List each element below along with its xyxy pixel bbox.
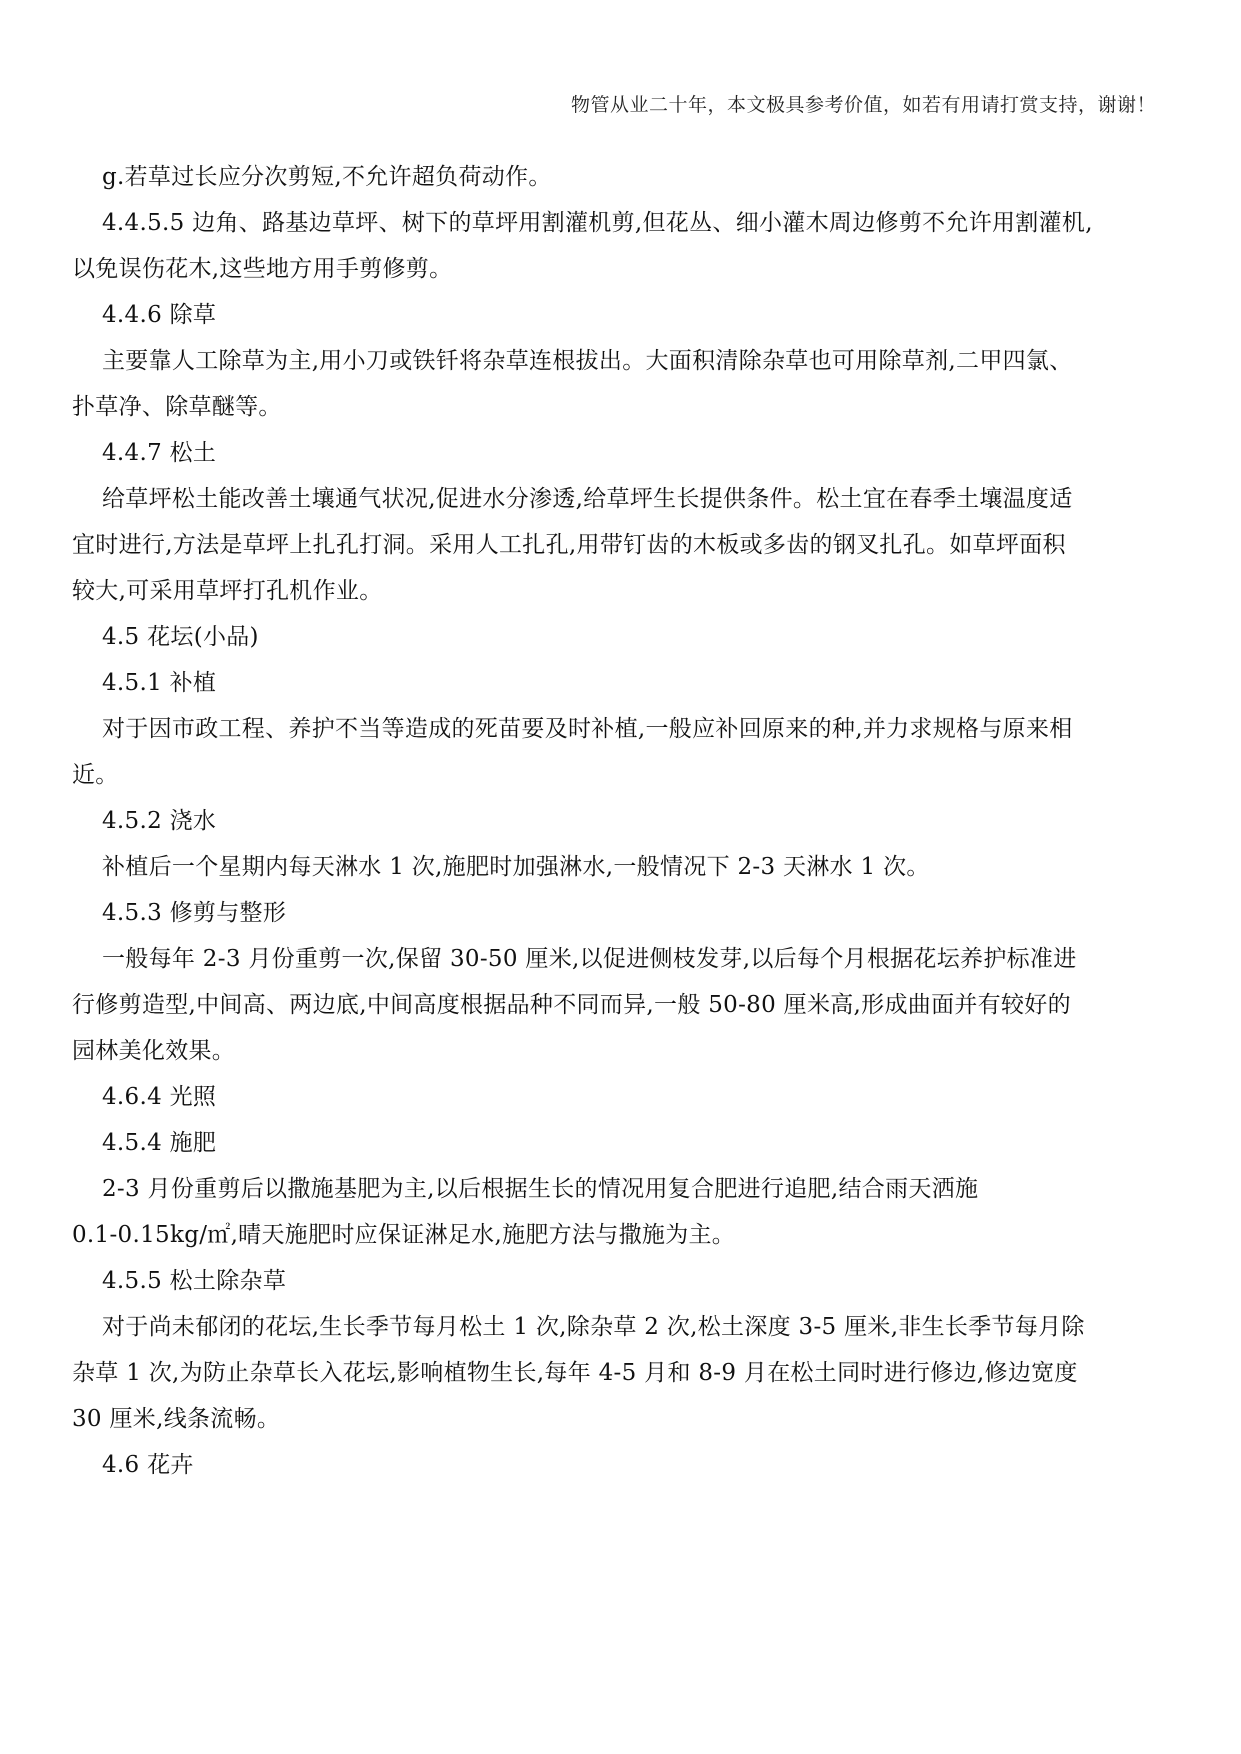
section-heading: 4.5.1 补植: [102, 670, 217, 696]
section-heading: 4.4.6 除草: [102, 302, 217, 328]
section-heading: 4.5.2 浇水: [102, 808, 217, 834]
document-body: [72, 154, 1172, 1488]
text-line: 主要靠人工除草为主,用小刀或铁钎将杂草连根拔出。大面积清除杂草也可用除草剂,二甲四氯、: [102, 348, 1073, 374]
section-heading: 4.6 花卉: [102, 1452, 194, 1478]
text-line: 扑草净、除草醚等。: [72, 394, 282, 420]
section-heading: 4.5.3 修剪与整形: [102, 900, 287, 926]
text-line: 对于因市政工程、养护不当等造成的死苗要及时补植,一般应补回原来的种,并力求规格与原来相: [102, 716, 1073, 742]
text-line: 4.4.5.5 边角、路基边草坪、树下的草坪用割灌机剪,但花丛、细小灌木周边修剪不允许用割灌机,: [102, 210, 1093, 236]
text-line: 近。: [72, 762, 119, 788]
section-heading: 4.5 花坛(小品): [102, 624, 259, 650]
text-line: g.若草过长应分次剪短,不允许超负荷动作。: [102, 164, 552, 190]
text-line: 行修剪造型,中间高、两边底,中间高度根据品种不同而异,一般 50-80 厘米高,形成曲面并有较好的: [72, 992, 1071, 1018]
header-note: 物管从业二十年，本文极具参考价值，如若有用请打赏支持，谢谢！: [570, 94, 1156, 116]
text-line: 园林美化效果。: [72, 1038, 236, 1064]
text-line: 一般每年 2-3 月份重剪一次,保留 30-50 厘米,以促进侧枝发芽,以后每个月根据花坛养护标准进: [102, 946, 1077, 972]
text-line: 0.1-0.15kg/㎡,晴天施肥时应保证淋足水,施肥方法与撒施为主。: [72, 1222, 736, 1248]
text-line: 对于尚未郁闭的花坛,生长季节每月松土 1 次,除杂草 2 次,松土深度 3-5 厘米,非生长季节每月除: [102, 1314, 1085, 1340]
text-line: 2-3 月份重剪后以撒施基肥为主,以后根据生长的情况用复合肥进行追肥,结合雨天洒施: [102, 1176, 979, 1202]
section-heading: 4.6.4 光照: [102, 1084, 217, 1110]
text-line: 宜时进行,方法是草坪上扎孔打洞。采用人工扎孔,用带钉齿的木板或多齿的钢叉扎孔。如草坪面积: [72, 532, 1066, 558]
text-line: 给草坪松土能改善土壤通气状况,促进水分渗透,给草坪生长提供条件。松土宜在春季土壤温度适: [102, 486, 1073, 512]
text-line: 杂草 1 次,为防止杂草长入花坛,影响植物生长,每年 4-5 月和 8-9 月在松土同时进行修边,修边宽度: [72, 1360, 1078, 1386]
text-line: 较大,可采用草坪打孔机作业。: [72, 578, 383, 604]
section-heading: 4.5.5 松土除杂草: [102, 1268, 287, 1294]
section-heading: 4.5.4 施肥: [102, 1130, 217, 1156]
section-heading: 4.4.7 松土: [102, 440, 217, 466]
text-line: 补植后一个星期内每天淋水 1 次,施肥时加强淋水,一般情况下 2-3 天淋水 1 次。: [102, 854, 930, 880]
text-line: 以免误伤花木,这些地方用手剪修剪。: [72, 256, 453, 282]
text-line: 30 厘米,线条流畅。: [72, 1406, 281, 1432]
